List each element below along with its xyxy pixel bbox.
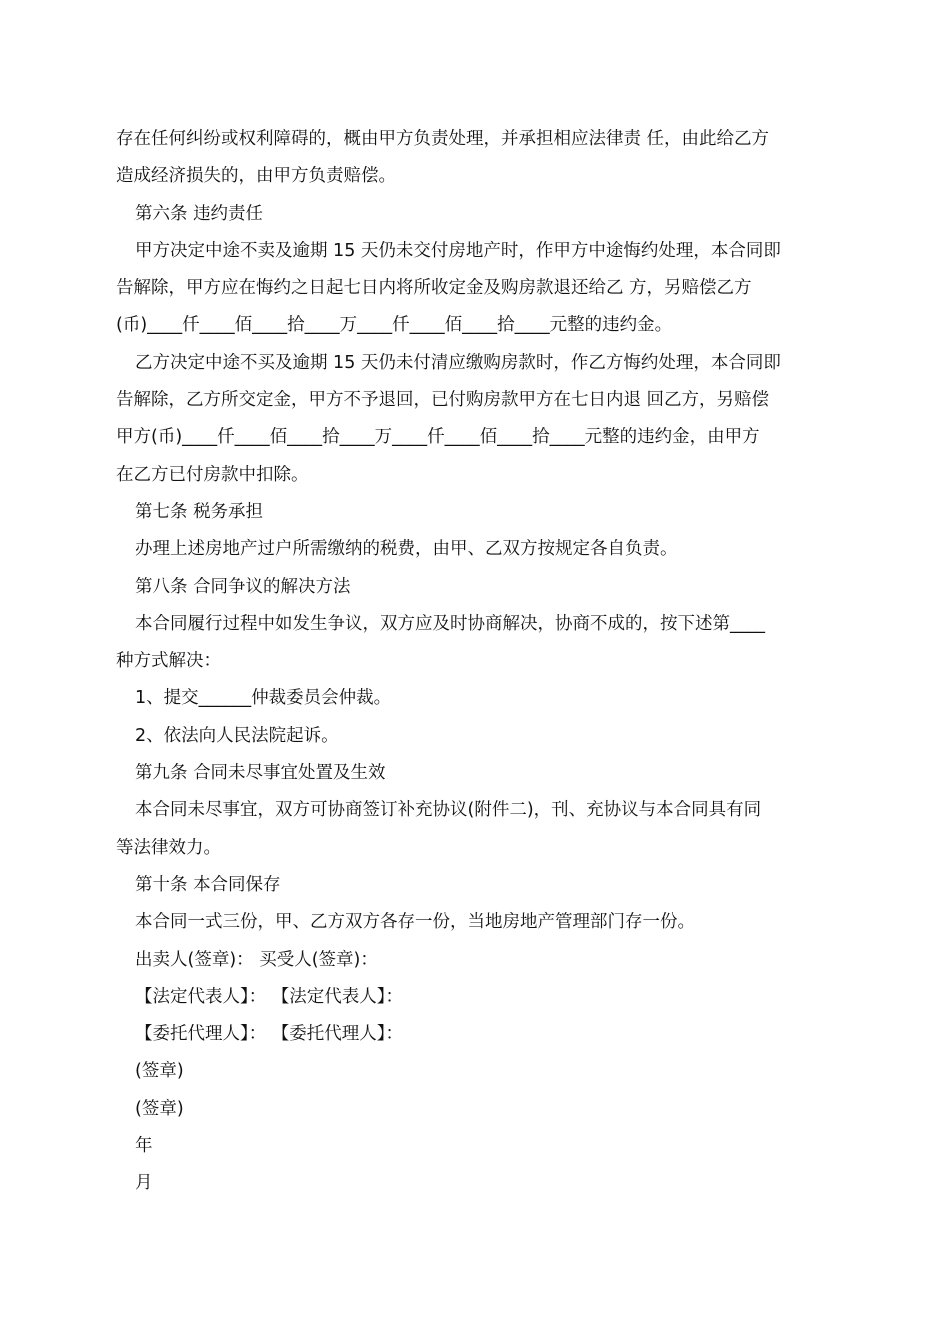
paragraph-line: 存在任何纠纷或权利障碍的，概由甲方负责处理，并承担相应法律责 任，由此给乙方 <box>116 129 770 149</box>
paragraph-line: 月 <box>135 1173 153 1194</box>
paragraph-line: 第八条 合同争议的解决方法 <box>135 576 351 597</box>
paragraph-line: (签章) <box>135 1061 184 1082</box>
paragraph-line: 【法定代表人】： 【法定代表人】： <box>135 986 404 1007</box>
paragraph-line: 种方式解决： <box>116 651 221 672</box>
paragraph-line: (签章) <box>135 1098 184 1119</box>
paragraph-line: 等法律效力。 <box>116 837 221 858</box>
paragraph-line: 出卖人(签章)： 买受人(签章)： <box>135 949 378 970</box>
paragraph-line: 1、提交______仲裁委员会仲裁。 <box>135 688 392 709</box>
paragraph-line: 甲方(币)____仟____佰____拾____万____仟____佰____拾____元整的违约金，由甲方 <box>116 427 760 448</box>
paragraph-line: 【委托代理人】： 【委托代理人】： <box>135 1024 404 1045</box>
paragraph-line: 在乙方已付房款中扣除。 <box>116 464 309 485</box>
paragraph-line: (币)____仟____佰____拾____万____仟____佰____拾____元整的违约金。 <box>116 315 673 336</box>
paragraph-line: 本合同履行过程中如发生争议，双方应及时协商解决，协商不成的，按下述第____ <box>135 613 765 634</box>
paragraph-line: 甲方决定中途不卖及逾期 15 天仍未交付房地产时，作甲方中途悔约处理，本合同即 <box>135 240 781 261</box>
paragraph-line: 2、依法向人民法院起诉。 <box>135 725 339 746</box>
paragraph-line: 年 <box>135 1136 153 1157</box>
paragraph-line: 本合同未尽事宜，双方可协商签订补充协议(附件二)，刊、充协议与本合同具有同 <box>135 800 762 821</box>
contract-page-body <box>116 121 838 1203</box>
paragraph-line: 第七条 税务承担 <box>135 501 264 522</box>
paragraph-line: 乙方决定中途不买及逾期 15 天仍未付清应缴购房款时，作乙方悔约处理，本合同即 <box>135 352 781 373</box>
paragraph-line: 本合同一式三份，甲、乙方双方各存一份，当地房地产管理部门存一份。 <box>135 912 695 933</box>
paragraph-line: 告解除，乙方所交定金，甲方不予退回，已付购房款甲方在七日内退 回乙方，另赔偿 <box>116 390 770 411</box>
paragraph-line: 第十条 本合同保存 <box>135 874 281 895</box>
paragraph-line: 办理上述房地产过户所需缴纳的税费，由甲、乙双方按规定各自负责。 <box>135 539 678 560</box>
paragraph-line: 造成经济损失的，由甲方负责赔偿。 <box>116 166 396 187</box>
paragraph-line: 告解除，甲方应在悔约之日起七日内将所收定金及购房款退还给乙 方，另赔偿乙方 <box>116 278 752 299</box>
paragraph-line: 第六条 违约责任 <box>135 203 264 224</box>
paragraph-line: 第九条 合同未尽事宜处置及生效 <box>135 763 386 784</box>
